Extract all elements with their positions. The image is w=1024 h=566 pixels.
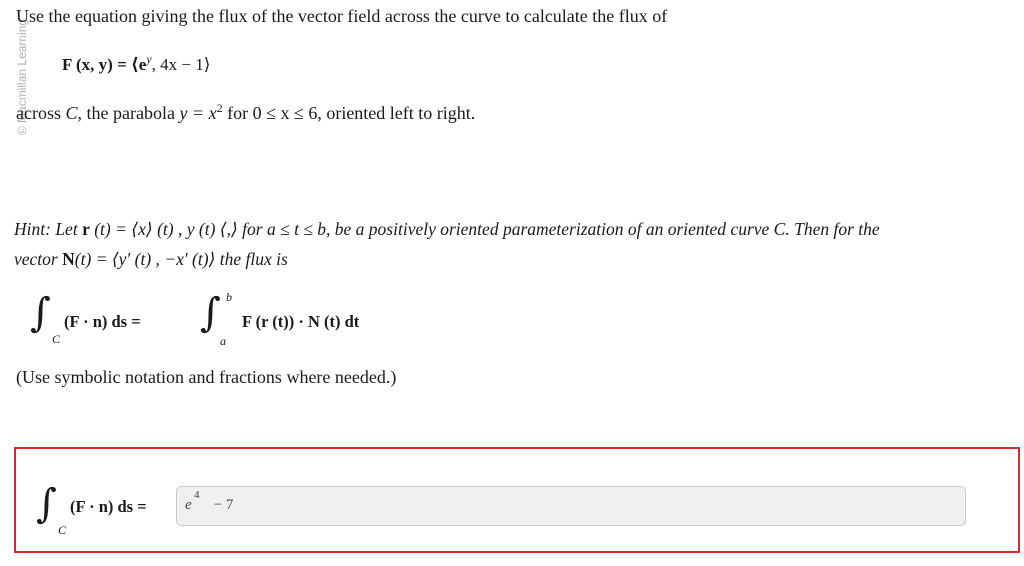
answer-exponent: 4 [194, 489, 200, 501]
vector-field-equation [62, 52, 211, 75]
across-text-a: across [16, 103, 61, 123]
answer-rest: − 7 [213, 497, 234, 513]
formula-lhs: (F · n) ds = [64, 312, 141, 331]
parabola-exponent: 2 [216, 101, 223, 115]
curve-description [16, 103, 475, 124]
instruction-note: (Use symbolic notation and fractions where needed.) [16, 367, 397, 387]
integral-lower-limit: a [220, 334, 226, 348]
hint-line-1 [14, 219, 880, 240]
curve-name: C [65, 103, 78, 123]
across-text-b: , the parabola [77, 103, 175, 123]
question-intro: Use the equation giving the flux of the vector field across the curve to calculate the flux of [16, 6, 668, 26]
answer-input[interactable] [176, 486, 966, 526]
answer-integral-sub-C: C [58, 523, 67, 537]
flux-formula [30, 290, 450, 350]
hint-N: N [62, 249, 75, 269]
answer-box [14, 447, 1020, 553]
hint-text-a: Hint: Let [14, 219, 78, 239]
integral-symbol-right: ∫ [200, 290, 221, 336]
field-rhs: , 4x − 1⟩ [151, 55, 211, 74]
integral-sub-C: C [52, 332, 61, 346]
across-text-c: for 0 ≤ x ≤ 6, oriented left to right. [227, 103, 476, 123]
hint-text-c: vector [14, 249, 58, 269]
parabola-eq: y = x [179, 103, 217, 123]
hint-line-2 [14, 249, 288, 270]
integral-upper-limit: b [226, 290, 232, 304]
integral-symbol-left: ∫ [30, 290, 51, 336]
answer-value [185, 489, 234, 514]
copyright-watermark: © Macmillan Learning [15, 18, 29, 136]
answer-label-text: (F · n) ds = [70, 497, 147, 516]
field-lhs: F (x, y) = ⟨e [62, 55, 147, 74]
answer-base: e [185, 497, 192, 513]
field-exponent: y [146, 52, 152, 66]
hint-r: r [82, 219, 90, 239]
formula-rhs: F (r (t)) · N (t) dt [242, 312, 360, 331]
answer-integral-symbol: ∫ [36, 481, 57, 527]
answer-label [36, 481, 196, 537]
hint-text-d: (t) = ⟨y′ (t) , −x′ (t)⟩ the flux is [74, 249, 288, 269]
hint-text-b: (t) = ⟨x⟩ (t) , y (t) ⟨,⟩ for a ≤ t ≤ b, be a positively oriented parameterization of an oriented curve C. Then for the [94, 219, 880, 239]
